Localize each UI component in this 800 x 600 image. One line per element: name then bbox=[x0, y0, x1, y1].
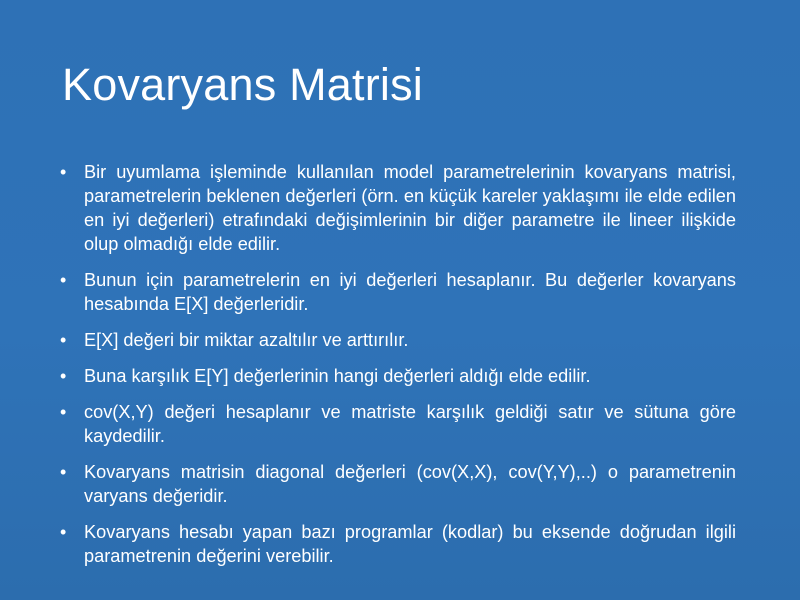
bullet-marker: • bbox=[60, 366, 67, 386]
bullet-marker: • bbox=[60, 330, 67, 350]
bullet-item bbox=[60, 160, 736, 256]
bullet-item bbox=[60, 328, 736, 352]
slide-title: Kovaryans Matrisi bbox=[62, 59, 424, 110]
bullet-text: Kovaryans matrisin diagonal değerleri (cov(X,X), cov(Y,Y),..) o parametrenin varyans değeridir. bbox=[84, 462, 736, 506]
bullet-text: cov(X,Y) değeri hesaplanır ve matriste karşılık geldiği satır ve sütuna göre kaydedilir. bbox=[84, 402, 736, 446]
bullet-item bbox=[60, 460, 736, 508]
bullet-marker: • bbox=[60, 402, 67, 422]
bullet-text: Buna karşılık E[Y] değerlerinin hangi değerleri aldığı elde edilir. bbox=[84, 366, 591, 386]
bullet-item bbox=[60, 364, 736, 388]
bullet-text: Bir uyumlama işleminde kullanılan model parametrelerinin kovaryans matrisi, parametrelerin beklenen değerleri (örn. en küçük kareler yaklaşımı ile elde edilen en iyi değerleri) etrafındaki değişimlerinin bir diğer parametre ile lineer ilişkide olup olmadığı elde edilir. bbox=[84, 162, 736, 254]
bullet-list bbox=[60, 160, 736, 580]
bullet-item bbox=[60, 520, 736, 568]
bullet-text: Bunun için parametrelerin en iyi değerleri hesaplanır. Bu değerler kovaryans hesabında E[X] değerleridir. bbox=[84, 270, 736, 314]
bullet-text: Kovaryans hesabı yapan bazı programlar (kodlar) bu eksende doğrudan ilgili parametrenin değerini verebilir. bbox=[84, 522, 736, 566]
bullet-item bbox=[60, 400, 736, 448]
bullet-marker: • bbox=[60, 162, 67, 182]
bullet-text: E[X] değeri bir miktar azaltılır ve arttırılır. bbox=[84, 330, 409, 350]
bullet-marker: • bbox=[60, 522, 67, 542]
bullet-marker: • bbox=[60, 270, 67, 290]
bullet-item bbox=[60, 268, 736, 316]
bullet-marker: • bbox=[60, 462, 67, 482]
